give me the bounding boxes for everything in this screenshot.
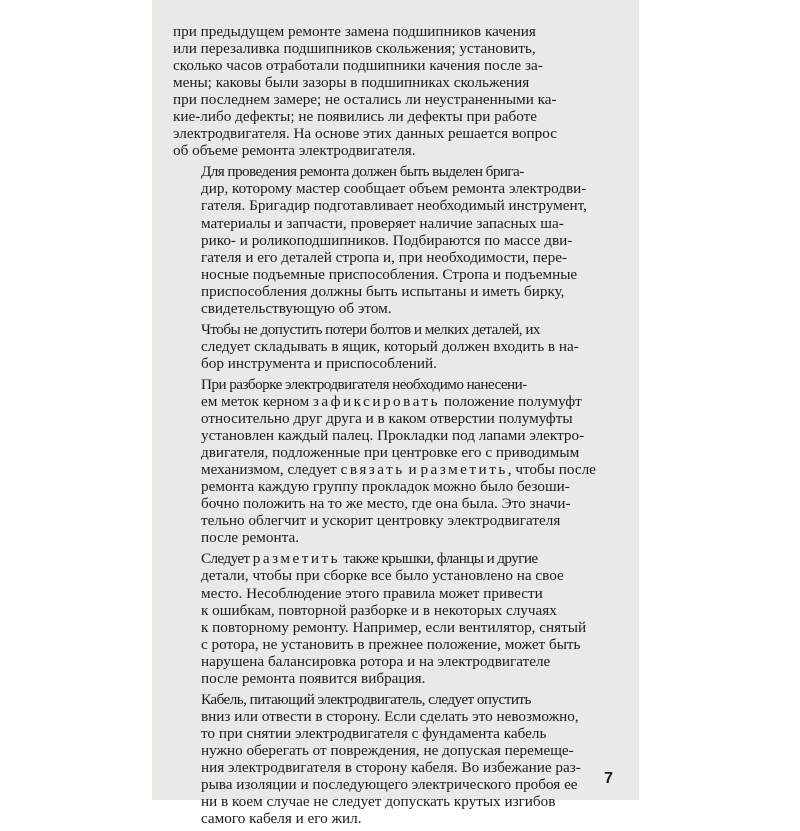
- text-line: ни в коем случае не следует допускать крутых изгибов: [201, 793, 556, 811]
- text-line: вниз или отвести в сторону. Если сделать это невозможно,: [201, 707, 579, 725]
- text-line: свидетельствующую об этом.: [201, 299, 392, 317]
- text-line: или перезаливка подшипников скольжения; установить,: [173, 40, 536, 58]
- text-line: материалы и запчасти, проверяет наличие запасных ша-: [201, 214, 564, 232]
- text-line: гателя и его деталей стропа и, при необходимости, пере-: [201, 248, 567, 266]
- text-line: рыва изоляции и последующего электрического пробоя ее: [201, 776, 578, 794]
- text-line: носные подъемные приспособления. Стропа и подъемные: [201, 265, 578, 283]
- text-line: при последнем замере; не остались ли неустраненными ка-: [173, 91, 557, 109]
- text-line: ния электродвигателя в сторону кабеля. Во избежание раз-: [201, 758, 581, 776]
- text-line: Кабель, питающий электродвигатель, следует опустить: [201, 690, 531, 708]
- text-line: тельно облегчит и ускорит центровку электродвигателя: [201, 512, 561, 530]
- text-line: к ошибкам, повторной разборке и в некоторых случаях: [201, 601, 557, 619]
- body-text: [173, 23, 625, 831]
- text-line: детали, чтобы при сборке все было установлено на свое: [201, 567, 564, 585]
- text-line: к повторному ремонту. Например, если вентилятор, снятый: [201, 618, 587, 636]
- text-line: нужно оберегать от повреждения, не допуская перемеще-: [201, 741, 574, 759]
- text-line: дир, которому мастер сообщает объем ремонта электродви-: [201, 180, 587, 198]
- text-line: после ремонта появится вибрация.: [201, 669, 426, 687]
- paragraph: [173, 321, 625, 372]
- text-line: Чтобы не допустить потери болтов и мелких деталей, их: [201, 320, 540, 338]
- text-line: приспособления должны быть испытаны и иметь бирку,: [201, 282, 565, 300]
- text-line: то при снятии электродвигателя с фундамента кабель: [201, 724, 547, 742]
- text-line: мены; каковы были зазоры в подшипниках скольжения: [173, 74, 530, 92]
- text-line: механизмом, следует связать и разметить, чтобы после: [201, 461, 596, 479]
- paragraph: [173, 23, 625, 159]
- text-line: электродвигателя. На основе этих данных решается вопрос: [173, 125, 557, 143]
- text-line: двигателя, подложенные при центровке его с приводимым: [201, 444, 580, 462]
- text-line: следует складывать в ящик, который должен входить в на-: [201, 337, 579, 355]
- text-line: ремонта каждую группу прокладок можно было безоши-: [201, 478, 570, 496]
- text-line: бочно положить на то же место, где она была. Это значи-: [201, 495, 571, 513]
- text-line: рико- и роликоподшипников. Подбираются по массе дви-: [201, 231, 573, 249]
- paragraph: [173, 691, 625, 827]
- paragraph: [173, 163, 625, 316]
- page-number: 7: [604, 770, 613, 787]
- paragraph: [173, 550, 625, 686]
- text-line: с ротора, не установить в прежнее положение, может быть: [201, 635, 581, 653]
- text-line: самого кабеля и его жил.: [201, 810, 362, 828]
- text-line: ем меток керном зафиксировать положение полумуфт: [201, 392, 582, 410]
- text-line: об объеме ремонта электродвигателя.: [173, 142, 416, 160]
- text-line: нарушена балансировка ротора и на электродвигателе: [201, 652, 551, 670]
- text-line: место. Несоблюдение этого правила может привести: [201, 584, 543, 602]
- text-line: Следует разметить также крышки, фланцы и другие: [201, 550, 538, 568]
- text-line: установлен каждый палец. Прокладки под лапами электро-: [201, 427, 585, 445]
- text-line: гателя. Бригадир подготавливает необходимый инструмент,: [201, 197, 587, 215]
- book-page: [152, 0, 639, 828]
- text-line: Для проведения ремонта должен быть выделен брига-: [201, 163, 524, 181]
- text-line: при предыдущем ремонте замена подшипников качения: [173, 23, 536, 40]
- text-line: сколько часов отработали подшипники качения после за-: [173, 57, 543, 75]
- text-line: бор инструмента и приспособлений.: [201, 354, 437, 372]
- text-line: При разборке электродвигателя необходимо нанесени-: [201, 375, 527, 393]
- paragraph: [173, 376, 625, 546]
- text-line: относительно друг друга и в каком отверстии полумуфты: [201, 410, 573, 428]
- text-line: кие-либо дефекты; не появились ли дефекты при работе: [173, 108, 537, 126]
- text-line: после ремонта.: [201, 529, 299, 547]
